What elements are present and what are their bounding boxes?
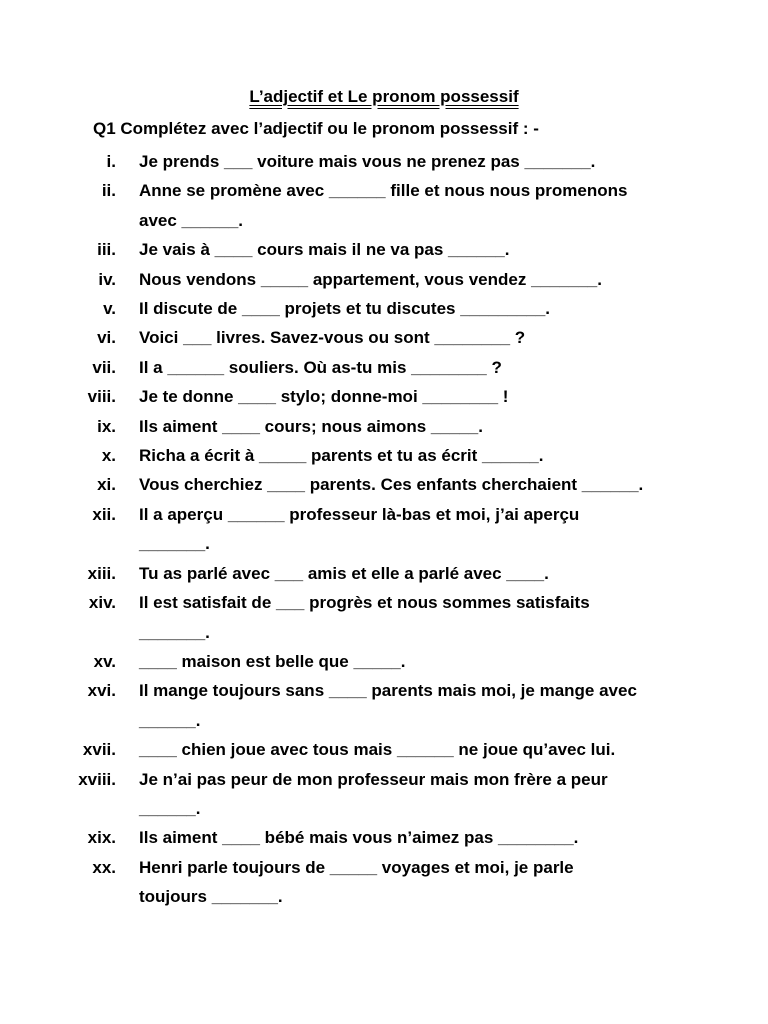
exercise-number: xv. <box>93 651 116 671</box>
exercise-item <box>0 441 768 470</box>
exercise-sentence-line: Il mange toujours sans ____ parents mais moi, je mange avec <box>139 681 637 701</box>
exercise-number: v. <box>103 299 116 319</box>
exercise-sentence <box>139 176 699 235</box>
exercise-number: ix. <box>97 416 116 436</box>
exercise-sentence-line: Tu as parlé avec ___ amis et elle a parlé avec ____. <box>139 563 549 583</box>
exercise-sentence <box>139 765 699 824</box>
exercise-item <box>0 500 768 559</box>
exercise-sentence-line: Il est satisfait de ___ progrès et nous sommes satisfaits <box>139 593 590 613</box>
exercise-item <box>0 470 768 499</box>
exercise-sentence <box>139 147 699 176</box>
exercise-item <box>0 412 768 441</box>
exercise-number: xx. <box>92 857 116 877</box>
exercise-item <box>0 147 768 176</box>
exercise-sentence <box>139 500 699 559</box>
question-heading: Q1 Complétez avec l’adjectif ou le pronom possessif : - <box>93 119 539 138</box>
exercise-sentence-line: Il discute de ____ projets et tu discutes _________. <box>139 299 551 319</box>
exercise-item <box>0 823 768 852</box>
exercise-number: viii. <box>87 387 116 407</box>
exercise-sentence-line: _______. <box>139 534 210 554</box>
exercise-sentence-line: ______. <box>139 798 201 818</box>
exercise-sentence-line: Ils aiment ____ cours; nous aimons _____. <box>139 416 483 436</box>
exercise-number: xiii. <box>87 563 116 583</box>
exercise-sentence <box>139 382 699 411</box>
exercise-item <box>0 676 768 735</box>
exercise-number: iii. <box>97 240 116 260</box>
document-title-text: L’adjectif et Le pronom possessif <box>249 87 519 106</box>
exercise-item <box>0 735 768 764</box>
exercise-item <box>0 323 768 352</box>
exercise-sentence-line: _______. <box>139 622 210 642</box>
exercise-sentence <box>139 647 699 676</box>
exercise-item <box>0 382 768 411</box>
exercise-number: xvi. <box>87 681 116 701</box>
exercise-sentence-line: Il a aperçu ______ professeur là-bas et moi, j’ai aperçu <box>139 504 580 524</box>
exercise-item <box>0 353 768 382</box>
exercise-number: xii. <box>92 504 116 524</box>
exercise-item <box>0 647 768 676</box>
exercise-sentence-line: Il a ______ souliers. Où as-tu mis ________ ? <box>139 357 502 377</box>
document-title <box>0 86 768 108</box>
exercise-sentence <box>139 470 699 499</box>
exercise-sentence-line: Richa a écrit à _____ parents et tu as écrit ______. <box>139 446 544 466</box>
exercise-sentence-line: ____ chien joue avec tous mais ______ ne joue qu’avec lui. <box>139 740 616 760</box>
exercise-number: xi. <box>97 475 116 495</box>
exercise-sentence-line: Anne se promène avec ______ fille et nous nous promenons <box>139 181 628 201</box>
exercise-item <box>0 235 768 264</box>
exercise-item <box>0 176 768 235</box>
exercise-sentence <box>139 735 699 764</box>
exercise-number: iv. <box>98 269 116 289</box>
exercise-sentence <box>139 823 699 852</box>
exercise-sentence-line: Henri parle toujours de _____ voyages et moi, je parle <box>139 857 574 877</box>
exercise-item <box>0 588 768 647</box>
exercise-sentence <box>139 676 699 735</box>
exercise-number: xvii. <box>82 740 116 760</box>
exercise-sentence <box>139 265 699 294</box>
exercise-number: xix. <box>87 828 116 848</box>
exercise-sentence-line: Je n’ai pas peur de mon professeur mais mon frère a peur <box>139 769 608 789</box>
exercise-sentence-line: Je te donne ____ stylo; donne-moi ________ ! <box>139 387 509 407</box>
exercise-sentence-line: Je prends ___ voiture mais vous ne prenez pas _______. <box>139 152 596 171</box>
exercise-sentence-line: toujours _______. <box>139 887 283 907</box>
exercise-sentence <box>139 441 699 470</box>
exercise-sentence-line: avec ______. <box>139 210 243 230</box>
exercise-sentence <box>139 853 699 912</box>
exercise-sentence-line: Nous vendons _____ appartement, vous vendez _______. <box>139 269 602 289</box>
exercise-sentence <box>139 323 699 352</box>
exercise-number: x. <box>101 446 116 466</box>
exercise-sentence <box>139 559 699 588</box>
exercise-sentence <box>139 353 699 382</box>
exercise-sentence <box>139 412 699 441</box>
exercise-sentence-line: Voici ___ livres. Savez-vous ou sont ________ ? <box>139 328 526 348</box>
exercise-number: vii. <box>92 357 116 377</box>
exercise-item <box>0 265 768 294</box>
exercise-item <box>0 765 768 824</box>
exercise-sentence-line: ____ maison est belle que _____. <box>139 651 406 671</box>
exercise-number: i. <box>106 152 116 171</box>
exercise-sentence-line: Ils aiment ____ bébé mais vous n’aimez pas ________. <box>139 828 579 848</box>
exercise-sentence-line: Je vais à ____ cours mais il ne va pas ______. <box>139 240 510 260</box>
exercise-item <box>0 559 768 588</box>
exercise-number: vi. <box>97 328 116 348</box>
exercise-item <box>0 294 768 323</box>
exercise-number: ii. <box>101 181 116 201</box>
exercise-sentence-line: ______. <box>139 710 201 730</box>
exercise-number: xviii. <box>78 769 116 789</box>
exercise-sentence-line: Vous cherchiez ____ parents. Ces enfants cherchaient ______. <box>139 475 644 495</box>
exercise-list <box>0 147 768 912</box>
exercise-sentence <box>139 294 699 323</box>
exercise-sentence <box>139 588 699 647</box>
exercise-item <box>0 853 768 912</box>
exercise-sentence <box>139 235 699 264</box>
exercise-number: xiv. <box>88 593 116 613</box>
